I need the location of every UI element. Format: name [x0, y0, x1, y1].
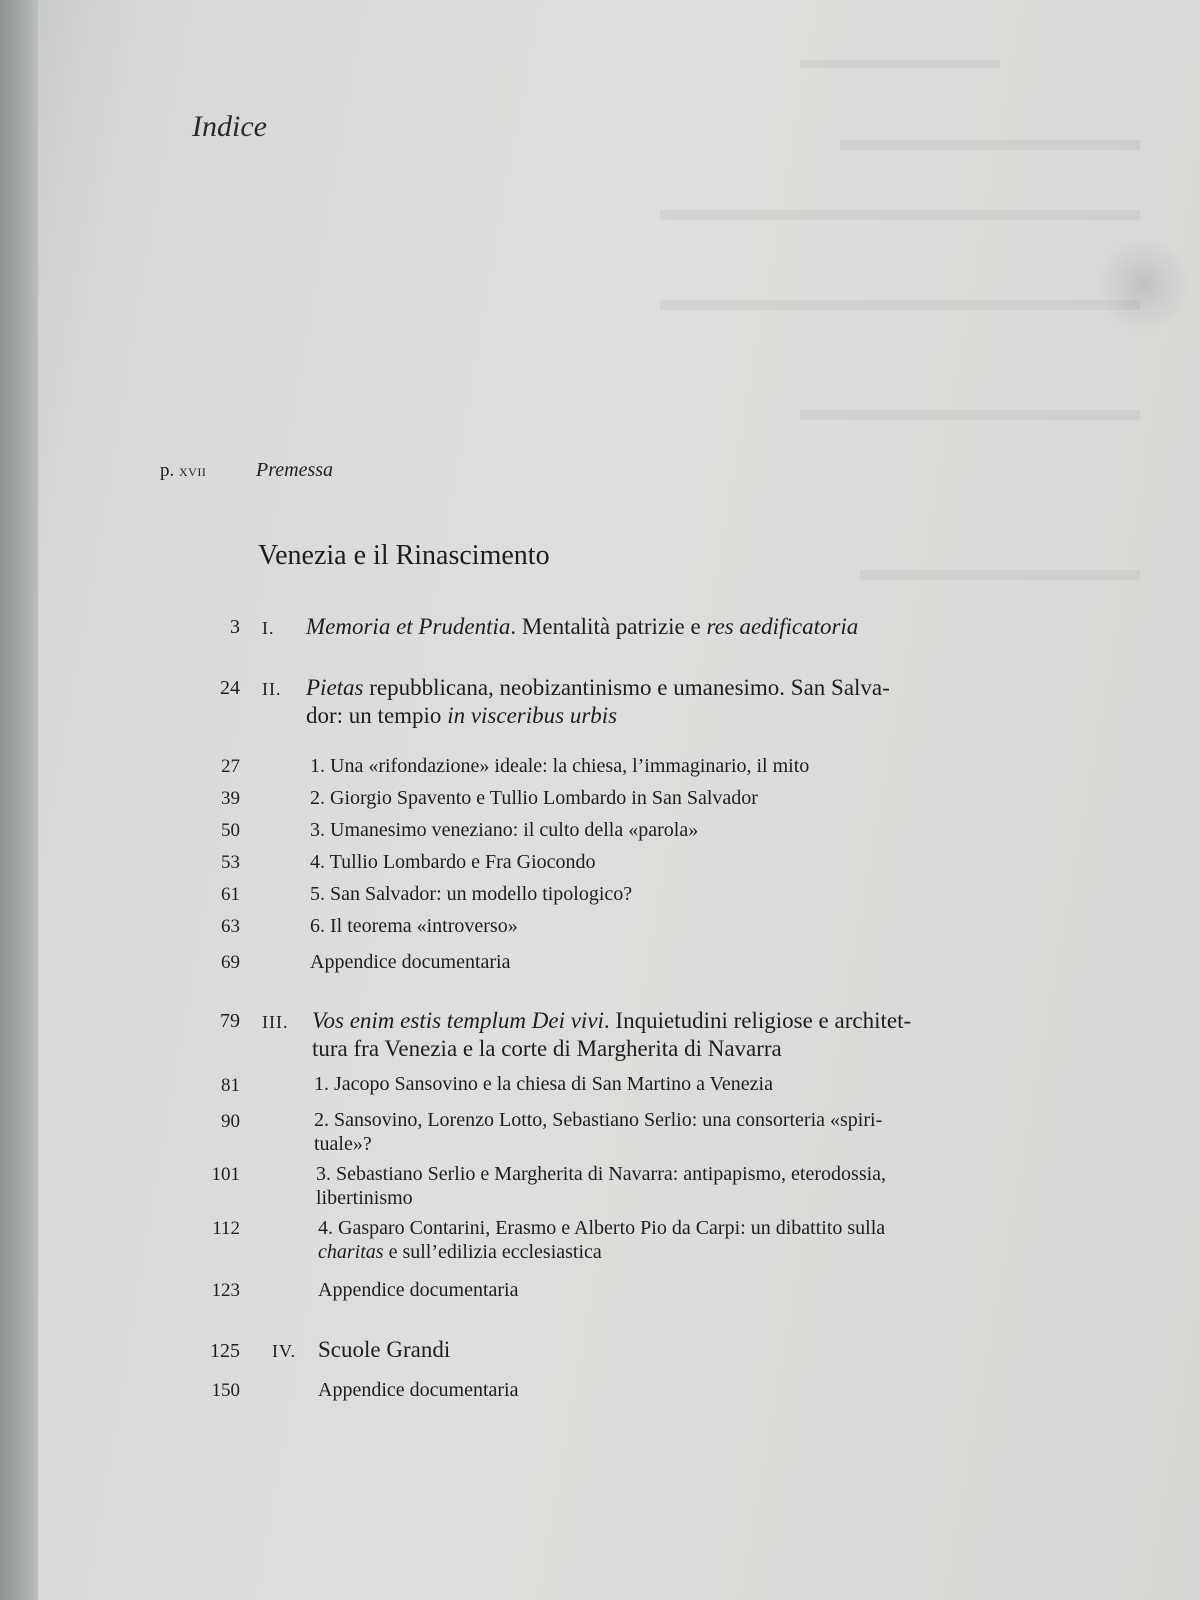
sub-entry: 1. Una «rifondazione» ideale: la chiesa, l’immaginario, il mito	[310, 755, 810, 777]
chapter-title-text: . Inquietudini religiose e architet-	[603, 1008, 912, 1033]
sub-page-number: 101	[211, 1164, 240, 1185]
sub-entry: 5. San Salvador: un modello tipologico?	[310, 883, 633, 905]
sub-entry	[314, 1108, 1024, 1156]
bleed-through-line	[800, 410, 1140, 430]
sub-entry-italic: charitas	[318, 1241, 384, 1263]
section-title: Venezia e il Rinascimento	[258, 540, 550, 571]
chapter-title-text: tura fra Venezia e la corte di Margherita di Navarra	[312, 1036, 782, 1061]
sub-page-number: 27	[221, 756, 240, 777]
chapter-title-italic: Memoria et Prudentia	[306, 614, 511, 639]
sub-page-number: 61	[221, 884, 240, 905]
sub-entry-line: libertinismo	[316, 1187, 413, 1209]
sub-page-number: 63	[221, 916, 240, 937]
chapter-title-italic: Vos enim estis templum Dei vivi	[312, 1008, 604, 1033]
sub-page-number: 81	[221, 1075, 240, 1096]
sub-entry: 3. Umanesimo veneziano: il culto della «parola»	[310, 819, 699, 841]
chapter-roman-numeral: I.	[262, 618, 275, 638]
chapter-title-italic: res aedificatoria	[706, 614, 859, 639]
premessa-title: Premessa	[256, 459, 334, 481]
sub-entry: Appendice documentaria	[318, 1379, 519, 1401]
premessa-page-number	[160, 460, 206, 482]
bleed-through-line	[860, 570, 1140, 590]
sub-page-number: 112	[212, 1218, 240, 1239]
sub-entry: Appendice documentaria	[318, 1279, 519, 1301]
chapter-page-number: 125	[210, 1340, 240, 1362]
bleed-through-line	[660, 210, 1140, 230]
page-title: Indice	[192, 110, 267, 143]
sub-entry-line: 4. Gasparo Contarini, Erasmo e Alberto Pio da Carpi: un dibattito sulla	[318, 1217, 886, 1239]
chapter-title	[306, 674, 1026, 730]
sub-entry: Appendice documentaria	[310, 951, 511, 973]
sub-page-number: 90	[221, 1111, 240, 1132]
page-prefix: p.	[160, 460, 175, 481]
chapter-roman-numeral: IV.	[272, 1341, 297, 1361]
page-roman: xvii	[179, 461, 207, 480]
book-spine	[0, 0, 38, 1600]
sub-entry: 1. Jacopo Sansovino e la chiesa di San Martino a Venezia	[314, 1073, 773, 1095]
sub-entry: 2. Giorgio Spavento e Tullio Lombardo in San Salvador	[310, 787, 758, 809]
sub-page-number: 69	[221, 952, 240, 973]
chapter-page-number: 24	[220, 677, 240, 699]
chapter-title	[312, 1007, 1032, 1063]
sub-entry-line: tuale»?	[314, 1133, 372, 1155]
chapter-roman-numeral: II.	[262, 679, 282, 699]
sub-entry	[316, 1162, 1026, 1210]
chapter-roman-numeral: III.	[262, 1012, 289, 1032]
sub-entry: 4. Tullio Lombardo e Fra Giocondo	[310, 851, 596, 873]
sub-entry: 6. Il teorema «introverso»	[310, 915, 518, 937]
chapter-page-number: 79	[220, 1010, 240, 1032]
sub-entry-line: e sull’edilizia ecclesiastica	[383, 1241, 602, 1263]
chapter-title: Scuole Grandi	[318, 1337, 451, 1362]
chapter-title-text: dor: un tempio	[306, 703, 448, 728]
chapter-title-text: . Mentalità patrizie e	[510, 614, 707, 639]
chapter-title-italic: Pietas	[306, 675, 364, 700]
sub-entry-line: 2. Sansovino, Lorenzo Lotto, Sebastiano Serlio: una consorteria «spiri-	[314, 1109, 883, 1131]
sub-page-number: 39	[221, 788, 240, 809]
sub-entry-line: 3. Sebastiano Serlio e Margherita di Navarra: antipapismo, eterodossia,	[316, 1163, 887, 1185]
chapter-title-text: repubblicana, neobizantinismo e umanesimo. San Salva-	[363, 675, 890, 700]
bleed-through-line	[660, 300, 1140, 320]
sub-entry	[318, 1216, 1028, 1264]
sub-page-number: 53	[221, 852, 240, 873]
sub-page-number: 123	[211, 1280, 240, 1301]
chapter-page-number: 3	[230, 616, 240, 638]
chapter-title-italic: in visceribus urbis	[447, 703, 618, 728]
bleed-through-line	[840, 140, 1140, 160]
bleed-through-line	[800, 60, 1000, 82]
sub-page-number: 50	[221, 820, 240, 841]
sub-page-number: 150	[211, 1380, 240, 1401]
chapter-title	[306, 613, 1026, 641]
